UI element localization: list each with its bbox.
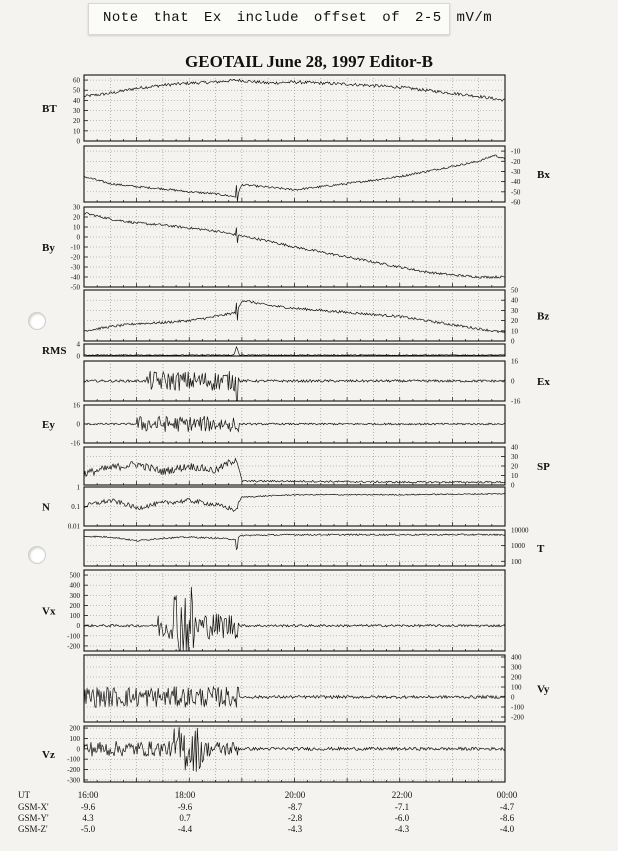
orbit-value: -8.6 [499, 813, 515, 823]
orbit-value: -9.6 [177, 802, 193, 812]
panel-rms [42, 341, 505, 361]
y-tick-label: 10000 [511, 526, 529, 535]
y-tick-label: 16 [73, 401, 80, 410]
y-tick-label: 20 [511, 462, 518, 471]
x-axis-label: UT [18, 790, 30, 800]
panel-vz [42, 725, 505, 785]
y-tick-label: 0 [76, 745, 80, 754]
y-tick-label: -100 [67, 755, 80, 764]
orbit-value: -6.0 [394, 813, 410, 823]
orbit-value: -4.3 [287, 824, 303, 834]
y-tick-label: 400 [69, 581, 80, 590]
y-tick-label: 10 [73, 223, 80, 232]
panel-label-n: N [42, 501, 50, 514]
orbit-value: 0.7 [179, 813, 191, 823]
orbit-value: -9.6 [80, 802, 96, 812]
y-tick-label: 200 [511, 673, 522, 682]
orbit-value: -8.7 [287, 802, 303, 812]
y-tick-label: 200 [69, 724, 80, 733]
y-tick-label: 0 [511, 481, 515, 490]
y-tick-label: -300 [67, 776, 80, 785]
panel-n [42, 484, 505, 531]
y-tick-label: 50 [511, 286, 518, 295]
y-tick-label: 0 [76, 622, 80, 631]
orbit-value: -7.1 [394, 802, 410, 812]
y-tick-label: 4 [76, 340, 80, 349]
orbit-value: -2.8 [287, 813, 303, 823]
y-tick-label: 300 [511, 663, 522, 672]
panel-label-vz: Vz [42, 749, 55, 761]
note-text: Note that Ex include offset of 2-5 mV/m [103, 10, 493, 26]
y-tick-label: -10 [70, 243, 80, 252]
y-tick-label: 20 [73, 213, 80, 222]
x-tick-label: 00:00 [496, 790, 518, 800]
y-tick-label: -100 [67, 632, 80, 641]
x-tick-label: 22:00 [391, 790, 413, 800]
panel-label-vx: Vx [42, 605, 56, 618]
y-tick-label: 40 [511, 296, 518, 305]
y-tick-label: 10 [511, 327, 518, 336]
y-tick-label: 0 [76, 420, 80, 429]
y-tick-label: 0.1 [71, 503, 80, 511]
y-tick-label: 0 [76, 233, 80, 242]
y-tick-label: 60 [73, 76, 80, 85]
y-tick-label: 10 [511, 472, 518, 480]
x-tick-label: 20:00 [284, 790, 306, 800]
orbit-row-label: GSM-Z' [18, 824, 48, 834]
y-tick-label: 40 [511, 443, 518, 452]
y-tick-label: -30 [70, 263, 80, 272]
panel-bz [84, 287, 549, 346]
y-tick-label: 20 [511, 317, 518, 326]
y-tick-label: -40 [70, 273, 80, 282]
x-tick-label: 16:00 [77, 790, 99, 800]
orbit-row-label: GSM-X' [18, 802, 49, 812]
y-tick-label: -16 [70, 439, 80, 448]
panel-frame [84, 290, 505, 341]
y-tick-label: 30 [73, 203, 80, 212]
y-tick-label: -100 [511, 703, 524, 712]
x-tick-label: 18:00 [174, 790, 196, 800]
chart-title: GEOTAIL June 28, 1997 Editor-B [185, 52, 433, 71]
y-tick-label: 30 [511, 306, 518, 315]
y-tick-label: -30 [511, 167, 521, 176]
y-tick-label: -200 [67, 766, 80, 775]
y-tick-label: -40 [511, 178, 521, 187]
y-tick-label: -10 [511, 147, 521, 156]
y-tick-label: -50 [511, 188, 521, 197]
panel-by [42, 204, 505, 292]
panel-label-bx: Bx [537, 169, 550, 181]
y-tick-label: 50 [73, 86, 80, 95]
y-tick-label: 0 [511, 377, 515, 386]
y-tick-label: 30 [73, 107, 80, 116]
y-tick-label: -20 [70, 253, 80, 262]
y-tick-label: -60 [511, 198, 521, 207]
y-tick-label: 0 [76, 352, 80, 361]
orbit-row-label: GSM-Y' [18, 813, 49, 823]
y-tick-label: 1000 [511, 542, 525, 551]
y-tick-label: 500 [69, 571, 80, 580]
y-tick-label: 100 [69, 612, 80, 621]
y-tick-label: 300 [69, 591, 80, 600]
y-tick-label: 0 [511, 337, 515, 346]
y-tick-label: -200 [511, 713, 524, 722]
panel-t [84, 527, 545, 567]
orbit-value: -4.4 [177, 824, 193, 834]
y-tick-label: 100 [69, 734, 80, 743]
y-tick-label: 10 [73, 127, 80, 136]
y-tick-label: 100 [511, 683, 522, 692]
panel-label-sp: SP [537, 461, 550, 473]
panel-label-bz: Bz [537, 310, 550, 323]
orbit-value: -4.0 [499, 824, 515, 834]
y-tick-label: 16 [511, 357, 518, 366]
y-tick-label: 20 [73, 117, 80, 126]
panel-label-rms: RMS [42, 345, 67, 357]
y-tick-label: 200 [69, 601, 80, 610]
panel-label-vy: Vy [537, 683, 550, 696]
panel-label-t: T [537, 543, 545, 555]
y-tick-label: -20 [511, 157, 521, 166]
y-tick-label: 0 [76, 137, 80, 146]
y-tick-label: 30 [511, 453, 518, 461]
y-tick-label: 0.01 [67, 522, 80, 531]
y-tick-label: 40 [73, 96, 80, 105]
panel-label-bt: BT [42, 103, 57, 115]
y-tick-label: 0 [511, 693, 515, 702]
y-tick-label: -16 [511, 397, 521, 406]
y-tick-label: 400 [511, 653, 522, 662]
y-tick-label: -200 [67, 642, 80, 651]
panel-label-ex: Ex [537, 376, 550, 388]
panel-bt [42, 75, 505, 146]
panel-sp [84, 444, 550, 490]
panel-bx [84, 146, 550, 207]
orbit-value: -4.3 [394, 824, 410, 834]
y-tick-label: 1 [76, 483, 80, 492]
panel-vx [42, 570, 505, 651]
panel-vy [84, 654, 550, 723]
panel-ex [84, 358, 550, 406]
orbit-value: 4.3 [82, 813, 94, 823]
y-tick-label: -50 [70, 283, 80, 292]
panel-label-by: By [42, 242, 55, 254]
orbit-value: -4.7 [499, 802, 515, 812]
panel-ey [42, 402, 505, 448]
orbit-value: -5.0 [80, 824, 96, 834]
y-tick-label: 100 [511, 557, 522, 566]
panel-label-ey: Ey [42, 419, 55, 431]
